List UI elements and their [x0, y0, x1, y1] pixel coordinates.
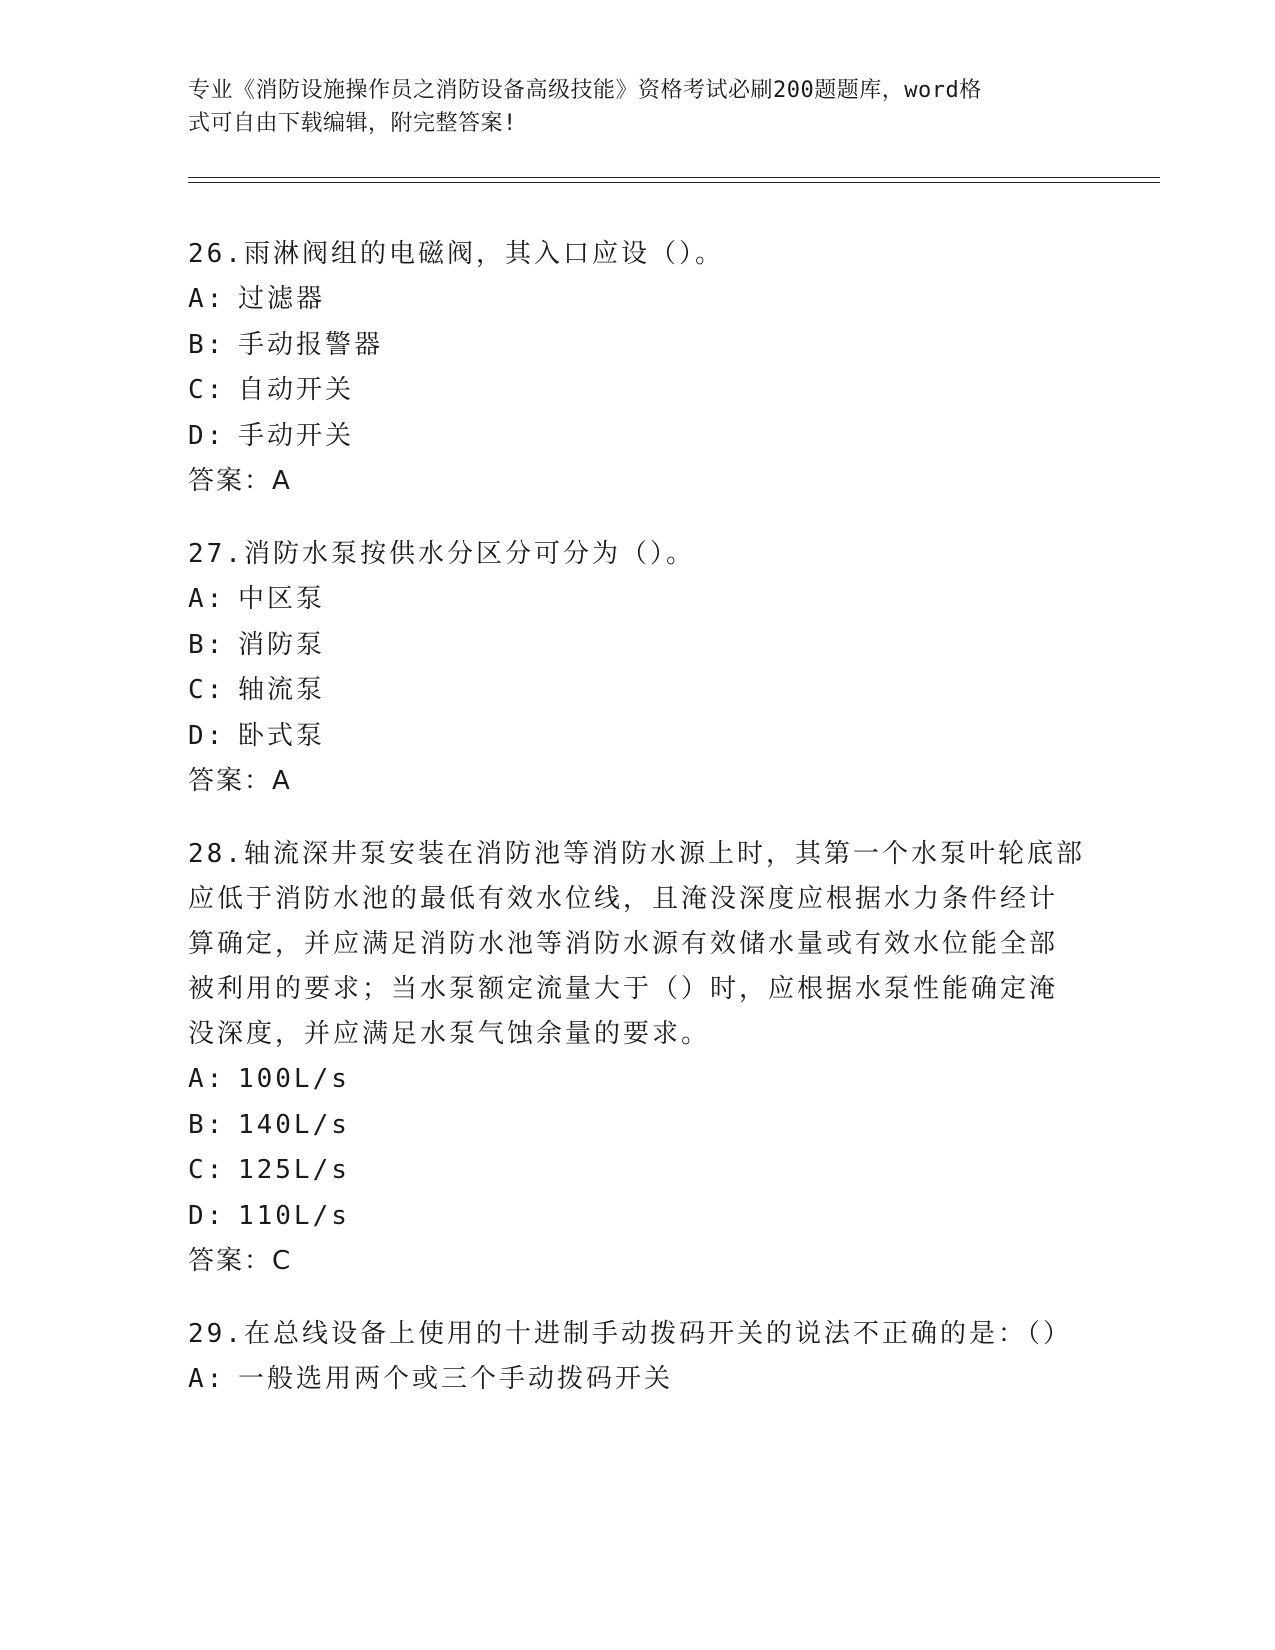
question-text-line-1: 28.轴流深井泵安装在消防池等消防水源上时，其第一个水泵叶轮底部: [188, 839, 1085, 869]
option-c: C: 自动开关: [188, 375, 354, 405]
question-text-line-5: 没深度，并应满足水泵气蚀余量的要求。: [188, 1019, 711, 1049]
option-key: A: [188, 1064, 207, 1094]
option-text: 手动开关: [237, 420, 354, 451]
option-c: C: 轴流泵: [188, 675, 325, 705]
option-a: A: 中区泵: [188, 584, 325, 614]
question-27: [188, 532, 1088, 804]
option-a: A: 100L/s: [188, 1064, 350, 1094]
question-text-line-3: 算确定，并应满足消防水池等消防水源有效储水量或有效水位能全部: [188, 929, 1059, 959]
header-divider-bottom: [188, 182, 1160, 183]
option-key: D: [188, 420, 207, 451]
header-line-1: 专业《消防设施操作员之消防设备高级技能》资格考试必刷200题题库，word格: [188, 78, 982, 103]
option-b: B: 140L/s: [188, 1109, 350, 1140]
option-key: C: [188, 675, 207, 705]
option-key: A: [188, 584, 207, 614]
option-text: 110L/s: [237, 1200, 350, 1231]
question-28: [188, 832, 1088, 1284]
question-text-line-4: 被利用的要求；当水泵额定流量大于（）时，应根据水泵性能确定淹: [188, 974, 1059, 1004]
option-d: D: 卧式泵: [188, 720, 325, 751]
option-key: C: [188, 375, 207, 405]
option-text: 消防泵: [237, 629, 325, 660]
option-text: 卧式泵: [237, 720, 325, 751]
header-line-2: 式可自由下载编辑，附完整答案!: [188, 111, 517, 136]
option-text: 过滤器: [237, 284, 325, 314]
question-text: 27.消防水泵按供水分区分可分为（）。: [188, 539, 695, 569]
option-key: B: [188, 329, 207, 360]
question-26: [188, 232, 1088, 504]
question-29: [188, 1312, 1088, 1403]
answer-line: 答案：A: [188, 466, 292, 496]
header-divider-top: [188, 177, 1160, 178]
answer-line: 答案：C: [188, 1246, 293, 1276]
option-text: 125L/s: [237, 1155, 350, 1185]
option-d: D: 手动开关: [188, 420, 354, 451]
option-b: B: 手动报警器: [188, 329, 383, 360]
option-d: D: 110L/s: [188, 1200, 350, 1231]
option-key: B: [188, 1109, 207, 1140]
option-text: 一般选用两个或三个手动拨码开关: [237, 1364, 673, 1394]
option-text: 140L/s: [237, 1109, 350, 1140]
option-key: A: [188, 284, 207, 314]
option-key: B: [188, 629, 207, 660]
option-c: C: 125L/s: [188, 1155, 350, 1185]
option-a: A: 过滤器: [188, 284, 325, 314]
question-text: 26.雨淋阀组的电磁阀，其入口应设（）。: [188, 239, 724, 269]
option-a: A: 一般选用两个或三个手动拨码开关: [188, 1364, 673, 1394]
option-text: 轴流泵: [237, 675, 325, 705]
option-b: B: 消防泵: [188, 629, 325, 660]
question-list: [188, 232, 1088, 1431]
option-key: D: [188, 720, 207, 751]
option-key: D: [188, 1200, 207, 1231]
option-text: 手动报警器: [237, 329, 383, 360]
answer-line: 答案：A: [188, 766, 292, 796]
option-key: A: [188, 1364, 207, 1394]
question-text: 29.在总线设备上使用的十进制手动拨码开关的说法不正确的是：（）: [188, 1319, 1072, 1349]
option-key: C: [188, 1155, 207, 1185]
option-text: 自动开关: [237, 375, 354, 405]
question-text-line-2: 应低于消防水池的最低有效水位线，且淹没深度应根据水力条件经计: [188, 884, 1059, 914]
document-header: [188, 74, 1088, 140]
option-text: 100L/s: [237, 1064, 350, 1094]
option-text: 中区泵: [237, 584, 325, 614]
